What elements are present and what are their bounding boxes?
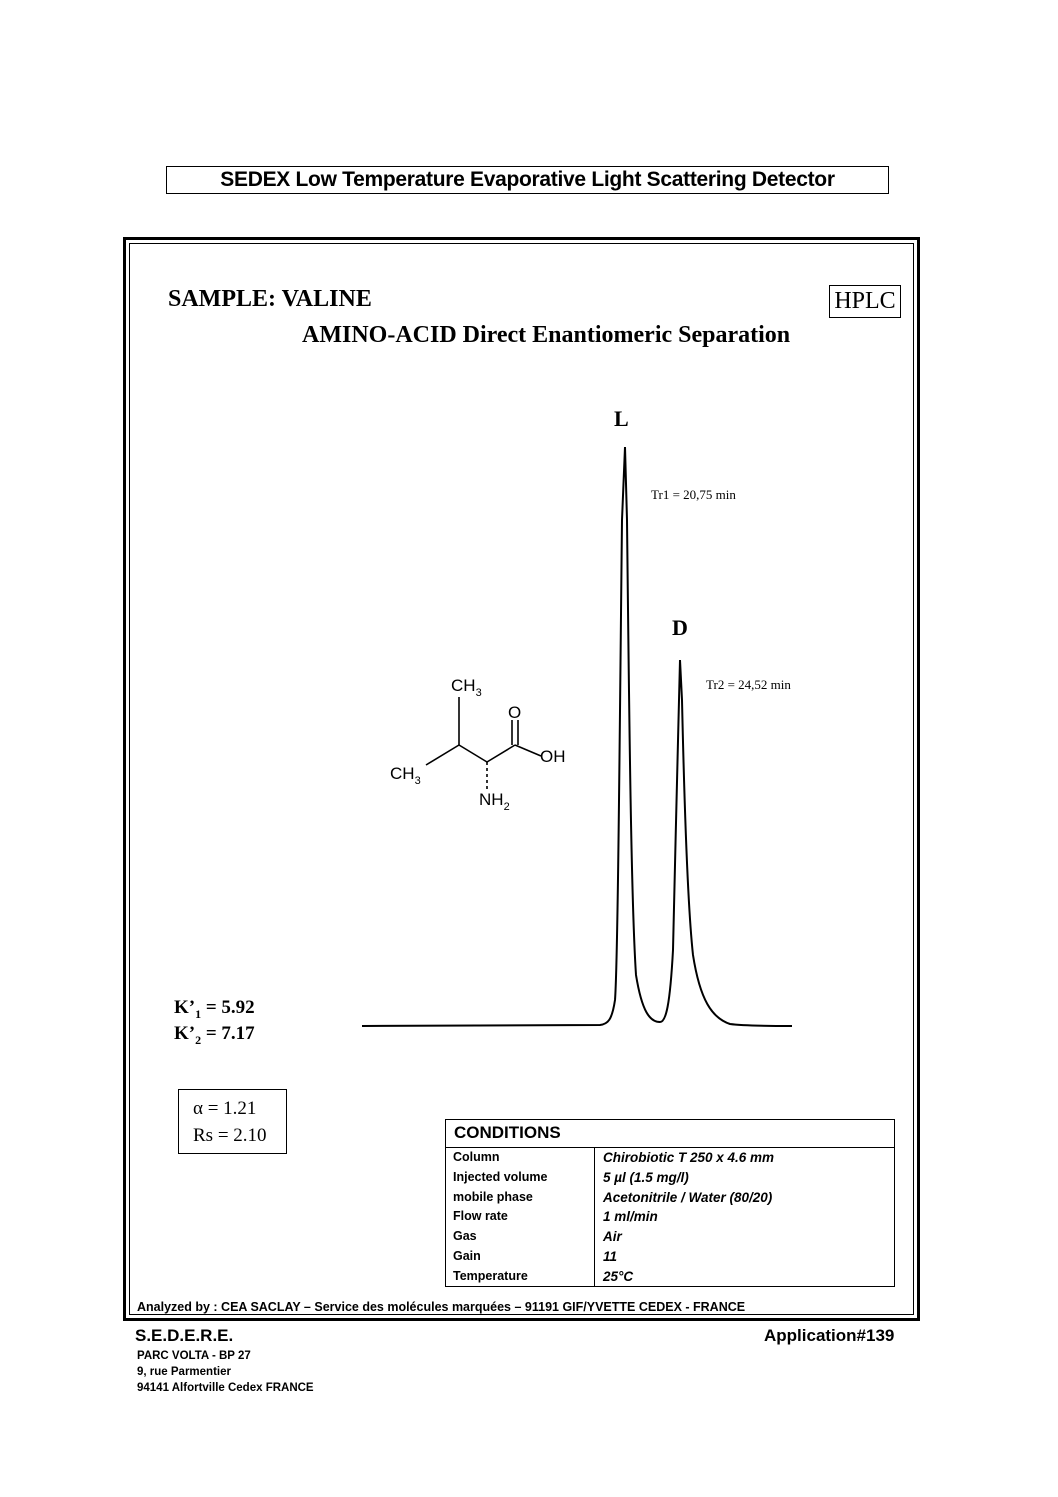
condition-label: Gain xyxy=(446,1247,595,1267)
condition-value: Air xyxy=(603,1229,622,1245)
peak-l-retention: Tr1 = 20,75 min xyxy=(651,487,736,502)
ch3-left-label: $CH_3$ xyxy=(390,764,421,787)
condition-value: Chirobiotic T 250 x 4.6 mm xyxy=(603,1150,775,1165)
address-line-2: 9, rue Parmentier xyxy=(137,1366,231,1378)
ch3-top-label: $CH_3$ xyxy=(451,676,482,699)
separation-stats-box xyxy=(178,1089,287,1154)
condition-label: Injected volume xyxy=(446,1168,595,1188)
document-title: SEDEX Low Temperature Evaporative Light Scattering Detector xyxy=(166,166,889,194)
valine-structure xyxy=(426,697,541,790)
conditions-table xyxy=(445,1119,895,1287)
condition-value: Acetonitrile / Water (80/20) xyxy=(603,1189,773,1205)
peak-d-label: D xyxy=(672,615,688,640)
condition-label: mobile phase xyxy=(446,1188,595,1208)
table-row xyxy=(446,1247,894,1267)
table-row xyxy=(446,1227,894,1247)
sample-subtitle: AMINO-ACID Direct Enantiomeric Separation xyxy=(302,322,791,348)
resolution-value: Rs = 2.10 xyxy=(193,1125,267,1146)
capacity-factor-k1: $K’_1 = 5.92$ xyxy=(174,997,255,1021)
condition-label: Temperature xyxy=(446,1267,595,1287)
table-row xyxy=(446,1267,894,1287)
condition-label: Column xyxy=(446,1148,595,1168)
carbonyl-o-label: O xyxy=(508,703,522,722)
table-row xyxy=(446,1188,894,1208)
condition-value: 1 ml/min xyxy=(603,1209,658,1225)
chromatogram-trace xyxy=(362,447,792,1026)
table-row xyxy=(446,1148,894,1168)
address-line-3: 94141 Alfortville Cedex FRANCE xyxy=(137,1382,314,1394)
hydroxyl-label: OH xyxy=(540,747,566,766)
address-line-1: PARC VOLTA - BP 27 xyxy=(137,1350,251,1362)
application-number: Application#139 xyxy=(764,1326,895,1345)
peak-d-retention: Tr2 = 24,52 min xyxy=(706,677,791,692)
table-row xyxy=(446,1168,894,1188)
condition-label: Flow rate xyxy=(446,1207,595,1227)
condition-value: 11 xyxy=(603,1248,618,1264)
company-name: S.E.D.E.R.E. xyxy=(135,1326,234,1345)
condition-label: Gas xyxy=(446,1227,595,1247)
technique-badge: HPLC xyxy=(829,285,901,318)
table-row xyxy=(446,1207,894,1227)
conditions-heading: CONDITIONS xyxy=(446,1120,894,1148)
peak-l-label: L xyxy=(614,406,629,431)
sample-title: SAMPLE: VALINE xyxy=(168,286,372,312)
amine-label: $NH_2$ xyxy=(479,790,510,813)
condition-value: 25°C xyxy=(603,1268,634,1284)
alpha-value: α = 1.21 xyxy=(193,1098,257,1119)
capacity-factor-k2: $K’_2 = 7.17$ xyxy=(174,1023,255,1047)
condition-value: 5 µl (1.5 mg/l) xyxy=(603,1169,689,1185)
analyzed-by-note: Analyzed by : CEA SACLAY – Service des molécules marquées – 91191 GIF/YVETTE CEDEX - FRANCE xyxy=(137,1300,746,1314)
